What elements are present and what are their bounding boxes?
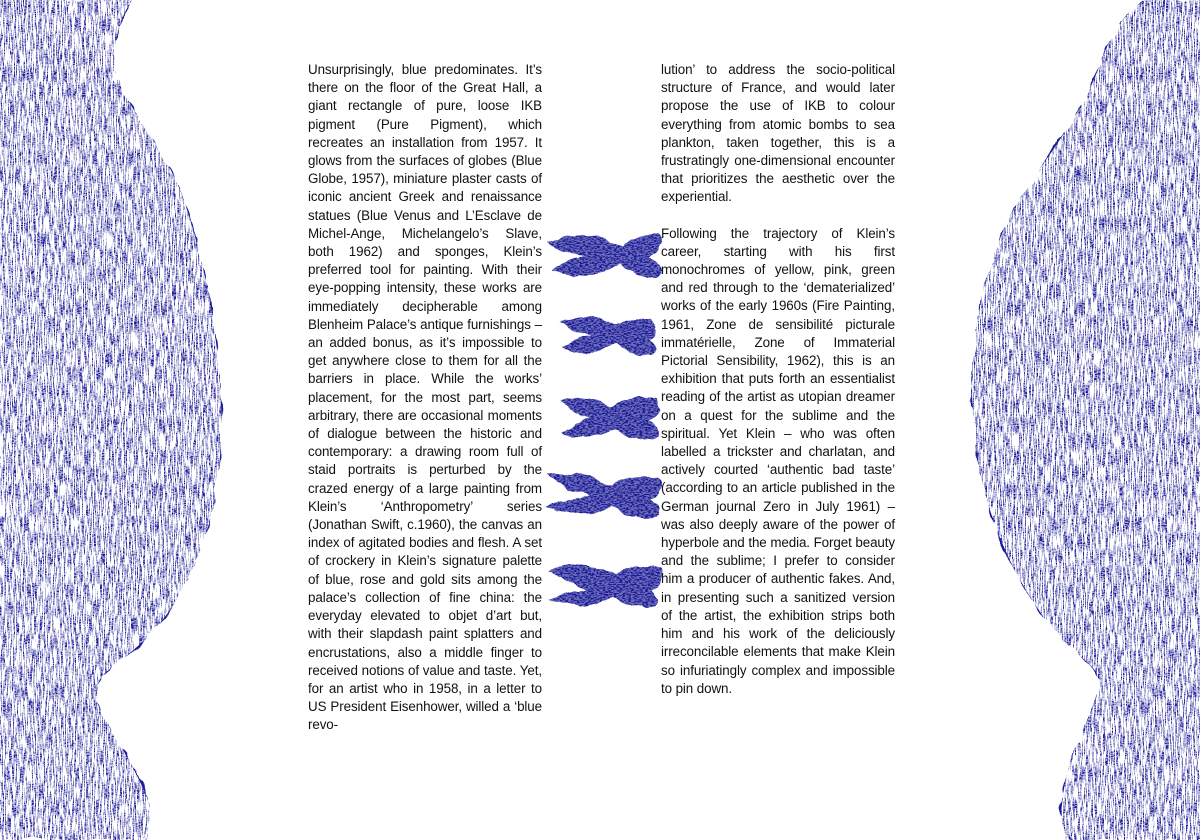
- paragraph-left: Unsurprisingly, blue predominates. It’s there on the floor of the Great Hall, a giant rectangle of pure, loose IKB pigment (Pure Pigment), which recreates an installation from 1957. It glows from the surfaces of globes (Blue Globe, 1957), miniature plaster casts of iconic ancient Greek and renaissance statues (Blue Venus and L’Esclave de Michel-Ange, Michelangelo’s Slave, both 1962) and sponges, Klein’s preferred tool for painting. With their eye-popping intensity, these works are immediately decipherable among Blenheim Palace’s antique furnishings – an added bonus, as it’s impossible to get anywhere close to them for all the barriers in place. While the works’ placement, for the most part, seems arbitrary, there are occasional moments of dialogue between the historic and contemporary: a drawing room full of staid portraits is perturbed by the crazed energy of a large painting from Klein’s ‘Anthropometry’ series (Jonathan Swift, c.1960), the canvas an index of agitated bodies and flesh. A set of crockery in Klein’s signature palette of blue, rose and gold sits among the palace’s collection of fine china: the everyday elevated to objet d’art but, with their slapdash paint splatters and encrustations, also a middle finger to received notions of value and taste. Yet, for an artist who in 1958, in a letter to US President Eisenhower, willed a ‘blue revo-: [308, 62, 542, 733]
- figure-1: [548, 234, 663, 278]
- paragraph-right-2: Following the trajectory of Klein’s career, starting with his first monochromes of yellow, pink, green and red through to the ‘dematerialized’ works of the early 1960s (Fire Painting, 1961, Zone de sensibilité picturale immatérielle, Zone of Immaterial Pictorial Sensibility, 1962), this is an exhibition that puts forth an essentialist reading of the artist as utopian dreamer on a quest for the sublime and the spiritual. Yet Klein – who was often labelled a trickster and charlatan, and actively courted ‘authentic bad taste’ (according to an article published in the German journal Zero in July 1961) – was also deeply aware of the power of hyperbole and the media. Forget beauty and the sublime; I prefer to consider him a producer of authentic fakes. And, in presenting such a sanitized version of the artist, the exhibition strips both him and his work of the deliciously irreconcilable elements that make Klein so infuriatingly complex and impossible to pin down.: [661, 225, 895, 696]
- figure-2: [560, 316, 659, 356]
- figure-3: [560, 398, 660, 441]
- left-vase-texture: [0, 0, 240, 840]
- right-vase-texture: [960, 0, 1200, 840]
- article-column-right: [661, 61, 895, 698]
- figure-5: [548, 565, 662, 609]
- paragraph-right-1: lution’ to address the socio-political structure of France, and would later propose the use of IKB to colour everything from atomic bombs to sea plankton, taken together, this is a frustratingly one-dimensional encounter that prioritizes the aesthetic over the experiential.: [661, 62, 895, 205]
- figure-4: [546, 473, 662, 518]
- article-column-left: [308, 61, 542, 735]
- central-figures: [546, 234, 663, 609]
